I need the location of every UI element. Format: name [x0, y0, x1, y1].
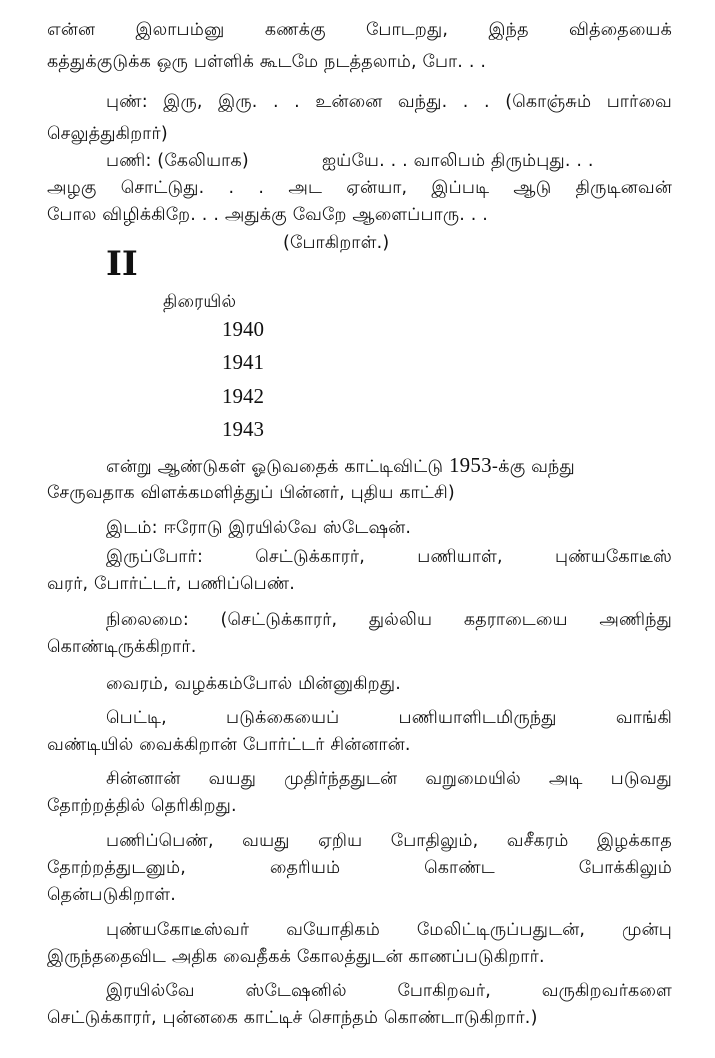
present-line: வரர், போர்ட்டர், பணிப்பெண்.	[47, 574, 296, 594]
section-number: II	[106, 244, 138, 284]
punya-line: இருந்ததைவிட அதிக வைதீகக் கோலத்துடன் காணப்படுகிறார்.	[47, 947, 545, 967]
speaker-direction: பணி: (கேலியாக)	[106, 151, 249, 171]
scene-intro-line: சேருவதாக விளக்கமளித்துப் பின்னர், புதிய காட்சி)	[47, 483, 455, 503]
scene-intro-line	[106, 453, 575, 479]
diamond-line: வைரம், வழக்கம்போல் மின்னுகிறது.	[106, 674, 402, 694]
state-line: நிலைமை: (செட்டுக்காரர், துல்லிய கதராடையை அணிந்து	[106, 610, 672, 630]
intro-text: என்று ஆண்டுகள் ஓடுவதைக் காட்டிவிட்டு	[106, 457, 449, 477]
chinnan-line: சின்னான் வயது முதிர்ந்ததுடன் வறுமையில் அடி படுவது	[106, 769, 672, 789]
present-line: இருப்போர்: செட்டுக்காரர், பணியாள், புண்யகோடீஸ்	[106, 547, 672, 567]
stage-direction: (போகிறாள்.)	[283, 233, 390, 253]
dialogue-line: கத்துக்குடுக்க ஒரு பள்ளிக் கூடமே நடத்தலாம், போ. . .	[47, 52, 487, 72]
maid-line: தோற்றத்துடனும், தைரியம் கொண்ட போக்கிலும்	[47, 858, 672, 878]
state-line: கொண்டிருக்கிறார்.	[47, 637, 197, 657]
chinnan-line: தோற்றத்தில் தெரிகிறது.	[47, 796, 237, 816]
punya-line: புண்யகோடீஸ்வர் வயோதிகம் மேலிட்டிருப்பதுடன், முன்பு	[106, 920, 672, 940]
dialogue-line: போல விழிக்கிறே. . . அதுக்கு வேறே ஆளைப்பாரு. . .	[47, 205, 489, 225]
year-1940: 1940	[222, 317, 264, 341]
year-1942: 1942	[222, 384, 264, 408]
porter-line: பெட்டி, படுக்கையைப் பணியாளிடமிருந்து வாங்கி	[106, 708, 672, 728]
station-line: செட்டுக்காரர், புன்னகை காட்டிச் சொந்தம் கொண்டாடுகிறார்.)	[47, 1008, 538, 1028]
maid-line: பணிப்பெண், வயது ஏறிய போதிலும், வசீகரம் இழக்காத	[106, 831, 672, 851]
year-1943: 1943	[222, 417, 264, 441]
dialogue-line: செலுத்துகிறார்)	[47, 124, 168, 144]
station-line: இரயில்வே ஸ்டேஷனில் போகிறவர், வருகிறவர்களை	[106, 981, 672, 1001]
dialogue-line: என்ன இலாபம்னு கணக்கு போடறது, இந்த வித்தையைக்	[47, 20, 672, 40]
year-1941: 1941	[222, 350, 264, 374]
porter-line: வண்டியில் வைக்கிறான் போர்ட்டர் சின்னான்.	[47, 735, 411, 755]
maid-line: தென்படுகிறாள்.	[47, 885, 176, 905]
intro-text-end: -க்கு வந்து	[491, 457, 575, 477]
intro-year: 1953	[448, 453, 492, 477]
dialogue-line: ஐய்யே. . . வாலிபம் திரும்புது. . .	[322, 151, 594, 171]
dialogue-line: புண்: இரு, இரு. . . உன்னை வந்து. . . (கொஞ்சும் பார்வை	[106, 92, 672, 112]
screen-heading: திரையில்	[163, 292, 237, 312]
dialogue-line: அழகு சொட்டுது. . . அட ஏன்யா, இப்படி ஆடு திருடினவன்	[47, 178, 672, 198]
place-line: இடம்: ஈரோடு இரயில்வே ஸ்டேஷன்.	[106, 518, 412, 538]
